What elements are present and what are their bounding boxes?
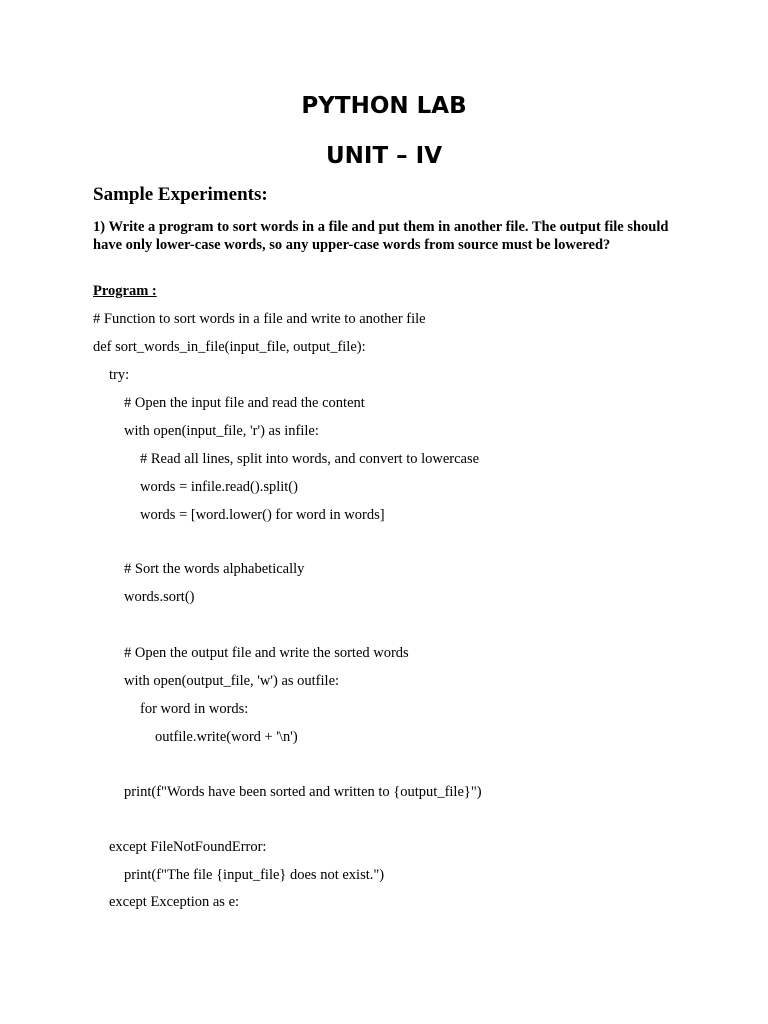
code-line: print(f"Words have been sorted and written to {output_file}") (124, 784, 482, 800)
document-title: PYTHON LAB (301, 93, 467, 119)
code-line: words = [word.lower() for word in words] (140, 507, 385, 523)
code-line: # Read all lines, split into words, and convert to lowercase (140, 451, 480, 467)
program-label: Program : (93, 283, 157, 299)
code-line: # Open the output file and write the sorted words (124, 645, 409, 661)
section-heading: Sample Experiments: (93, 184, 268, 205)
experiment-question: 1) Write a program to sort words in a file and put them in another file. The output file should have only lower-case words, so any upper-case words from source must be lowered? (93, 219, 669, 253)
code-line: words = infile.read().split() (140, 479, 298, 495)
code-line: except Exception as e: (109, 894, 240, 910)
unit-title: UNIT – IV (325, 143, 443, 169)
code-line: except FileNotFoundError: (109, 839, 267, 855)
code-line: with open(input_file, 'r') as infile: (124, 423, 319, 439)
code-line: for word in words: (140, 701, 249, 717)
code-line: try: (109, 367, 130, 383)
code-line: print(f"The file {input_file} does not exist.") (124, 867, 385, 883)
code-line: # Open the input file and read the content (124, 395, 365, 411)
code-line: outfile.write(word + '\n') (155, 729, 298, 745)
code-line: # Sort the words alphabetically (124, 561, 305, 577)
code-line: def sort_words_in_file(input_file, output_file): (93, 339, 366, 355)
code-line: words.sort() (124, 589, 195, 605)
code-line: # Function to sort words in a file and write to another file (93, 311, 426, 327)
code-line: with open(output_file, 'w') as outfile: (124, 673, 340, 689)
